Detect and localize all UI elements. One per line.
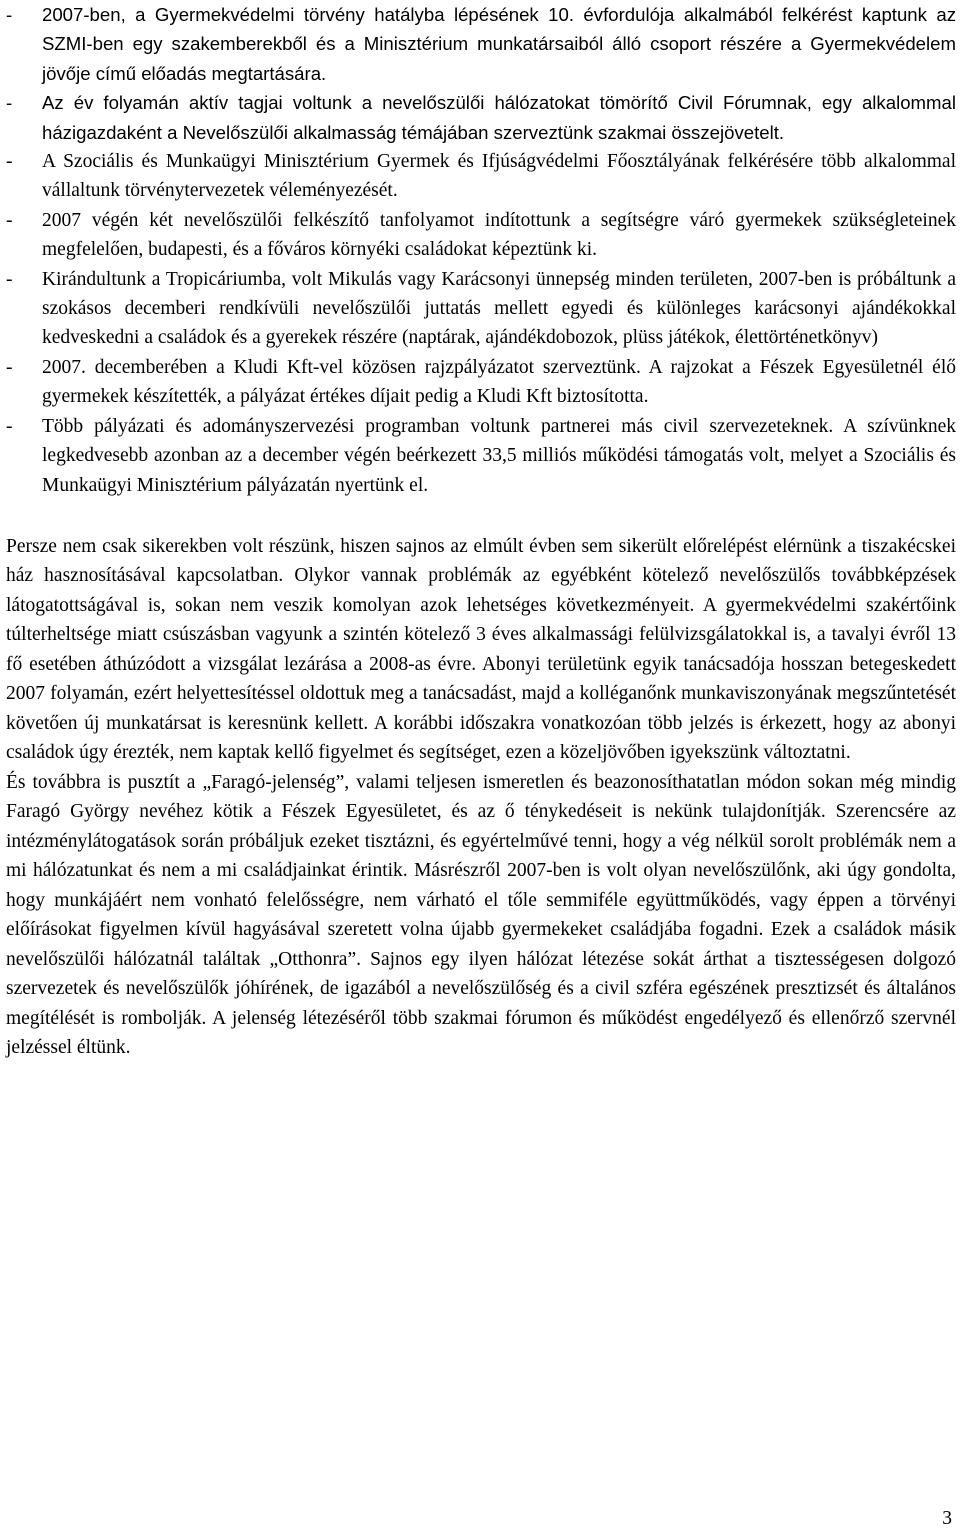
list-item: [6, 412, 956, 500]
body-paragraph-farago: És továbbra is pusztít a „Faragó-jelenség”, valami teljesen ismeretlen és beazonosíthatatlan módon sokan még mindig Faragó György nevéhez kötik a Fészek Egyesületet, és az ő ténykedéseit is nekünk tulajdonítják. Szerencsére az intézménylátogatások során próbáljuk ezeket tisztázni, és egyértelművé tenni, hogy a vég nélkül sorolt problémák nem a mi hálózatunkat és nem a mi családjainkat érintik. Másrészről 2007-ben is volt olyan nevelőszülőnk, aki úgy gondolta, hogy munkájáért nem vonható felelősségre, nem várható el tőle semmiféle együttműködés, vagy éppen a törvényi előírásokat figyelmen kívül hagyásával szeretett volna újabb gyermekeket családjába fogadni. Ezek a családok másik nevelőszülői hálózatnál találtak „Otthonra”. Sajnos egy ilyen hálózat létezése sokát árthat a tisztességesen dolgozó szervezetek és nevelőszülők jóhírének, de igazából a nevelőszülőség és a civil szféra egészének presztizsét és általános megítélését is rombolják. A jelenség létezéséről több szakmai fórumon és működést engedélyező és ellenőrző szervnél jelzéssel éltünk.: [6, 771, 956, 1059]
bullet-dash: -: [6, 4, 13, 25]
list-item-text: 2007 végén két nevelőszülői felkészítő tanfolyamot indítottunk a segítségre váró gyermekek szükségleteinek megfelelően, budapesti, és a főváros környéki családokat képeztünk ki.: [42, 209, 956, 261]
list-item: [6, 88, 956, 147]
list-item-text: Több pályázati és adományszervezési programban voltunk partnerei más civil szervezeteknek. A szívünknek legkedvesebb azonban az a december végén beérkezett 33,5 milliós működési támogatás volt, melyet a Szociális és Munkaügyi Minisztérium pályázatán nyertünk el.: [42, 415, 956, 496]
bullet-dash: -: [6, 151, 13, 173]
list-item: [6, 147, 956, 206]
bullet-dash: -: [6, 92, 13, 114]
bullet-dash: -: [6, 415, 13, 437]
list-item: [6, 353, 956, 412]
list-item-text: Kirándultunk a Tropicáriumba, volt Mikulás vagy Karácsonyi ünnepség minden területen, 2007-ben is próbáltunk a szokásos decemberi rendkívüli nevelőszülői juttatás mellett egyedi és különleges karácsonyi ajándékokkal kedveskedni a családok és a gyerekek részére (naptárak, ajándékdobozok, plüss játékok, élettörténetkönyv): [42, 268, 956, 349]
list-item: [6, 0, 956, 88]
list-item: [6, 265, 956, 353]
bullet-dash: -: [6, 209, 13, 231]
list-item-text: 2007-ben, a Gyermekvédelmi törvény hatályba lépésének 10. évfordulója alkalmából felkérést kaptunk az SZMI-ben egy szakemberekből és a Minisztérium munkatársaiból álló csoport részére a Gyermekvédelem jövője című előadás megtartására.: [42, 4, 956, 84]
bullet-dash: -: [6, 356, 13, 378]
body-paragraph-problems: Persze nem csak sikerekben volt részünk, hiszen sajnos az elmúlt évben sem sikerült előrelépést elérnünk a tiszakécskei ház hasznosításával kapcsolatban. Olykor vannak problémák az egyébként kötelező nevelőszülős továbbképzések látogatottságával is, sokan nem veszik komolyan azok lehetséges következményeit. A gyermekvédelmi szakértőink túlterheltsége miatt csúszásban vagyunk a szintén kötelező 3 éves alkalmassági felülvizsgálatokkal is, a tavalyi évről 13 fő esetében áthúzódott a vizsgálat lezárása a 2008-as évre. Abonyi területünk egyik tanácsadója hosszan betegeskedett 2007 folyamán, ezért helyettesítéssel oldottuk meg a tanácsadást, majd a kolléganőnk munkaviszonyának megszűntetését követően új munkatársat is keresnünk kellett. A korábbi időszakra vonatkozóan több jelzés is érkezett, hogy az abonyi családok úgy érezték, nem kaptak kellő figyelmet és segítséget, ezen a közeljövőben igyekszünk változtatni.: [6, 535, 956, 764]
bullet-dash: -: [6, 268, 13, 290]
section-gap: [6, 500, 956, 532]
list-item-text: 2007. decemberében a Kludi Kft-vel közösen rajzpályázatot szerveztünk. A rajzokat a Fészek Egyesületnél élő gyermekek készítették, a pályázat értékes díjait pedig a Kludi Kft biztosította.: [42, 356, 956, 408]
list-item: [6, 206, 956, 265]
page-number: 3: [942, 1508, 952, 1529]
list-item-text: A Szociális és Munkaügyi Minisztérium Gyermek és Ifjúságvédelmi Főosztályának felkérésére több alkalommal vállaltunk törvénytervezetek véleményezését.: [42, 151, 956, 202]
list-item-text: Az év folyamán aktív tagjai voltunk a nevelőszülői hálózatokat tömörítő Civil Fórumnak, egy alkalommal házigazdaként a Nevelőszülői alkalmasság témájában szerveztünk szakmai összejövetelt.: [42, 92, 956, 143]
activity-list: [6, 0, 956, 500]
document-page: [6, 0, 956, 1063]
